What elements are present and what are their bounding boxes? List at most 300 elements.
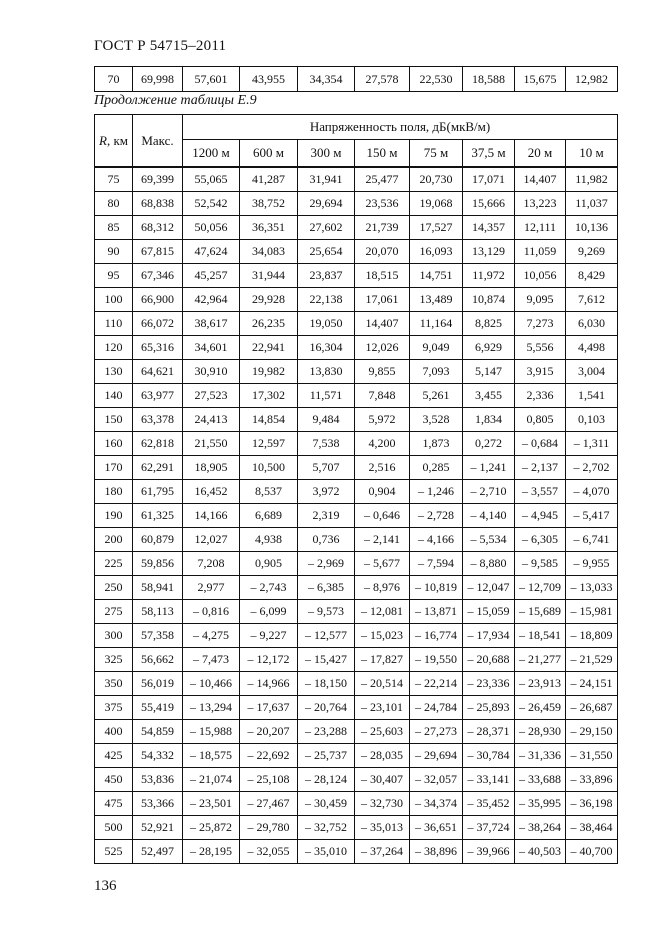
table-cell: – 38,464	[566, 816, 618, 840]
table-cell: 27,523	[183, 384, 240, 408]
table-cell: – 15,023	[355, 624, 410, 648]
table-cell: 27,602	[298, 216, 355, 240]
column-header-height: 10 м	[566, 140, 618, 168]
table-cell: 12,026	[355, 336, 410, 360]
table-cell: 16,452	[183, 480, 240, 504]
table-cell: – 29,150	[566, 720, 618, 744]
table-cell: 3,004	[566, 360, 618, 384]
table-cell: 43,955	[240, 67, 298, 92]
table-cell: 6,030	[566, 312, 618, 336]
table-cell: 12,597	[240, 432, 298, 456]
table-cell: – 25,737	[298, 744, 355, 768]
table-cell: 52,542	[183, 192, 240, 216]
table-cell: – 23,913	[515, 672, 566, 696]
table-cell: 29,694	[298, 192, 355, 216]
table-cell: 29,928	[240, 288, 298, 312]
table-cell: 56,019	[133, 672, 183, 696]
table-cell: 9,269	[566, 240, 618, 264]
table-cell: 34,083	[240, 240, 298, 264]
table-cell: 60,879	[133, 528, 183, 552]
table-row	[95, 840, 618, 864]
column-header-height: 600 м	[240, 140, 298, 168]
table-cell: 38,617	[183, 312, 240, 336]
table-cell: 375	[95, 696, 133, 720]
table-cell: 23,536	[355, 192, 410, 216]
table-cell: – 28,195	[183, 840, 240, 864]
table-cell: 34,601	[183, 336, 240, 360]
table-cell: – 25,603	[355, 720, 410, 744]
table-cell: – 24,784	[410, 696, 463, 720]
table-cell: 11,037	[566, 192, 618, 216]
table-cell: – 2,137	[515, 456, 566, 480]
table-cell: 0,805	[515, 408, 566, 432]
table-cell: 52,921	[133, 816, 183, 840]
table-cell: – 3,557	[515, 480, 566, 504]
table-cell: 19,982	[240, 360, 298, 384]
table-cell: 14,407	[515, 167, 566, 192]
table-cell: 140	[95, 384, 133, 408]
table-cell: 5,707	[298, 456, 355, 480]
table-cell: 6,929	[463, 336, 515, 360]
table-cell: – 29,694	[410, 744, 463, 768]
table-cell: 58,941	[133, 576, 183, 600]
table-cell: 14,854	[240, 408, 298, 432]
table-row	[95, 240, 618, 264]
table-cell: 56,662	[133, 648, 183, 672]
table-cell: 5,147	[463, 360, 515, 384]
column-header-max: Макс.	[133, 115, 183, 168]
table-cell: – 2,743	[240, 576, 298, 600]
table-cell: 130	[95, 360, 133, 384]
table-cell: – 35,010	[298, 840, 355, 864]
table-cell: 7,612	[566, 288, 618, 312]
column-group-header: Напряженность поля, дБ(мкВ/м)	[183, 115, 618, 140]
table-cell: 80	[95, 192, 133, 216]
table-cell: 30,910	[183, 360, 240, 384]
table-cell: – 5,534	[463, 528, 515, 552]
table-cell: 53,836	[133, 768, 183, 792]
table-cell: 7,273	[515, 312, 566, 336]
table-row	[95, 792, 618, 816]
table-cell: – 15,988	[183, 720, 240, 744]
table-cell: 16,304	[298, 336, 355, 360]
column-header-height: 75 м	[410, 140, 463, 168]
table-cell: – 18,575	[183, 744, 240, 768]
table-cell: 1,541	[566, 384, 618, 408]
table-cell: 3,455	[463, 384, 515, 408]
table-cell: 4,200	[355, 432, 410, 456]
table-cell: 27,578	[355, 67, 410, 92]
table-cell: 21,739	[355, 216, 410, 240]
table-cell: 3,972	[298, 480, 355, 504]
table-cell: – 15,427	[298, 648, 355, 672]
table-row	[95, 192, 618, 216]
table-cell: 13,830	[298, 360, 355, 384]
table-cell: 170	[95, 456, 133, 480]
table-cell: – 6,099	[240, 600, 298, 624]
table-cell: – 30,407	[355, 768, 410, 792]
table-cell: – 20,514	[355, 672, 410, 696]
column-header-height: 37,5 м	[463, 140, 515, 168]
table-cell: – 2,969	[298, 552, 355, 576]
table-cell: – 21,074	[183, 768, 240, 792]
table-cell: 61,325	[133, 504, 183, 528]
table-cell: 63,977	[133, 384, 183, 408]
table-cell: 90	[95, 240, 133, 264]
table-row	[95, 167, 618, 192]
table-cell: 22,138	[298, 288, 355, 312]
table-cell: – 38,264	[515, 816, 566, 840]
table-cell: 85	[95, 216, 133, 240]
table-cell: – 20,207	[240, 720, 298, 744]
table-cell: 66,900	[133, 288, 183, 312]
table-cell: – 35,995	[515, 792, 566, 816]
table-cell: 8,429	[566, 264, 618, 288]
table-cell: 3,915	[515, 360, 566, 384]
table-row	[95, 696, 618, 720]
table-cell: – 17,827	[355, 648, 410, 672]
table-cell: – 28,930	[515, 720, 566, 744]
table-cell: 17,071	[463, 167, 515, 192]
table-cell: 12,027	[183, 528, 240, 552]
table-cell: – 1,241	[463, 456, 515, 480]
table-caption: Продолжение таблицы Е.9	[94, 93, 257, 108]
table-cell: – 15,981	[566, 600, 618, 624]
table-cell: 69,399	[133, 167, 183, 192]
table-cell: – 36,198	[566, 792, 618, 816]
table-cell: 53,366	[133, 792, 183, 816]
table-cell: – 22,692	[240, 744, 298, 768]
table-cell: – 4,275	[183, 624, 240, 648]
table-row	[95, 480, 618, 504]
table-cell: 15,675	[515, 67, 566, 92]
table-cell: – 2,702	[566, 456, 618, 480]
table-cell: 22,530	[410, 67, 463, 92]
table-cell: 120	[95, 336, 133, 360]
table-cell: 10,056	[515, 264, 566, 288]
table-cell: – 21,277	[515, 648, 566, 672]
table-cell: 9,484	[298, 408, 355, 432]
table-cell: – 28,124	[298, 768, 355, 792]
table-cell: 200	[95, 528, 133, 552]
table-cell: – 10,819	[410, 576, 463, 600]
table-cell: – 10,466	[183, 672, 240, 696]
table-cell: – 29,780	[240, 816, 298, 840]
table-cell: 10,500	[240, 456, 298, 480]
table-cell: 62,818	[133, 432, 183, 456]
table-cell: – 9,573	[298, 600, 355, 624]
table-cell: 7,208	[183, 552, 240, 576]
table-cell: 55,419	[133, 696, 183, 720]
table-cell: 7,538	[298, 432, 355, 456]
table-cell: 18,588	[463, 67, 515, 92]
table-cell: 59,856	[133, 552, 183, 576]
table-cell: – 16,774	[410, 624, 463, 648]
table-cell: 61,795	[133, 480, 183, 504]
table-cell: 25,477	[355, 167, 410, 192]
table-cell: 15,666	[463, 192, 515, 216]
table-cell: 22,941	[240, 336, 298, 360]
table-cell: – 37,724	[463, 816, 515, 840]
table-cell: – 40,503	[515, 840, 566, 864]
table-cell: 7,848	[355, 384, 410, 408]
table-cell: – 34,374	[410, 792, 463, 816]
distance-symbol: R	[99, 132, 107, 148]
table-cell: – 23,288	[298, 720, 355, 744]
table-cell: – 18,541	[515, 624, 566, 648]
table-cell: 6,689	[240, 504, 298, 528]
table-cell: – 32,730	[355, 792, 410, 816]
table-row	[95, 288, 618, 312]
table-cell: – 28,035	[355, 744, 410, 768]
table-cell: 9,095	[515, 288, 566, 312]
table-row	[95, 744, 618, 768]
table-cell: – 0,646	[355, 504, 410, 528]
table-cell: – 4,945	[515, 504, 566, 528]
table-cell: 54,332	[133, 744, 183, 768]
table-cell: – 31,336	[515, 744, 566, 768]
table-cell: 64,621	[133, 360, 183, 384]
table-cell: 21,550	[183, 432, 240, 456]
table-cell: 11,982	[566, 167, 618, 192]
table-cell: 63,378	[133, 408, 183, 432]
table-cell: 11,059	[515, 240, 566, 264]
table-cell: – 40,700	[566, 840, 618, 864]
table-cell: – 23,501	[183, 792, 240, 816]
table-cell: 65,316	[133, 336, 183, 360]
table-cell: – 6,385	[298, 576, 355, 600]
table-cell: 11,164	[410, 312, 463, 336]
header-row-group	[95, 115, 618, 140]
table-cell: 67,346	[133, 264, 183, 288]
table-cell: – 35,452	[463, 792, 515, 816]
table-cell: – 19,550	[410, 648, 463, 672]
table-row	[95, 648, 618, 672]
table-cell: 350	[95, 672, 133, 696]
column-header-height: 150 м	[355, 140, 410, 168]
table-cell: 69,998	[133, 67, 183, 92]
table-body	[95, 167, 618, 864]
table-cell: 150	[95, 408, 133, 432]
table-cell: – 25,872	[183, 816, 240, 840]
table-row	[95, 216, 618, 240]
table-row	[95, 264, 618, 288]
table-cell: – 33,688	[515, 768, 566, 792]
table-row	[95, 576, 618, 600]
table-cell: 17,302	[240, 384, 298, 408]
table-cell: – 27,273	[410, 720, 463, 744]
table-cell: 525	[95, 840, 133, 864]
table-cell: 9,049	[410, 336, 463, 360]
table-cell: – 39,966	[463, 840, 515, 864]
table-cell: – 36,651	[410, 816, 463, 840]
table-cell: – 13,033	[566, 576, 618, 600]
table-row	[95, 720, 618, 744]
table-cell: 26,235	[240, 312, 298, 336]
table-cell: 425	[95, 744, 133, 768]
table-cell: – 7,473	[183, 648, 240, 672]
table-cell: 19,050	[298, 312, 355, 336]
table-cell: 300	[95, 624, 133, 648]
previous-table-row	[94, 66, 618, 92]
table-cell: 31,941	[298, 167, 355, 192]
table-cell: 45,257	[183, 264, 240, 288]
table-cell: 18,905	[183, 456, 240, 480]
table-cell: 50,056	[183, 216, 240, 240]
table-cell: 2,977	[183, 576, 240, 600]
table-cell: – 5,677	[355, 552, 410, 576]
table-cell: 0,904	[355, 480, 410, 504]
table-row	[95, 816, 618, 840]
table-cell: – 9,227	[240, 624, 298, 648]
column-header-height: 1200 м	[183, 140, 240, 168]
table-cell: 58,113	[133, 600, 183, 624]
table-cell: – 13,294	[183, 696, 240, 720]
table-row	[95, 528, 618, 552]
table-cell: – 6,305	[515, 528, 566, 552]
table-cell: 34,354	[298, 67, 355, 92]
table-cell: – 9,585	[515, 552, 566, 576]
table-cell: 68,312	[133, 216, 183, 240]
table-cell: – 20,688	[463, 648, 515, 672]
table-cell: 110	[95, 312, 133, 336]
table-cell: – 4,166	[410, 528, 463, 552]
table-cell: – 6,741	[566, 528, 618, 552]
table-cell: 12,982	[566, 67, 618, 92]
table-cell: – 4,140	[463, 504, 515, 528]
table-cell: – 27,467	[240, 792, 298, 816]
table-cell: – 30,784	[463, 744, 515, 768]
table-cell: 16,093	[410, 240, 463, 264]
table-cell: 1,873	[410, 432, 463, 456]
table-cell: – 2,710	[463, 480, 515, 504]
table-cell: – 32,752	[298, 816, 355, 840]
field-strength-table	[94, 114, 618, 864]
table-cell: – 25,893	[463, 696, 515, 720]
table-cell: 54,859	[133, 720, 183, 744]
table-cell: 325	[95, 648, 133, 672]
table-cell: 23,837	[298, 264, 355, 288]
table-cell: 2,319	[298, 504, 355, 528]
table-cell: 13,489	[410, 288, 463, 312]
table-row	[95, 504, 618, 528]
table-cell: 47,624	[183, 240, 240, 264]
distance-unit: , км	[106, 132, 128, 148]
table-cell: 0,272	[463, 432, 515, 456]
table-cell: – 1,246	[410, 480, 463, 504]
table-row	[95, 312, 618, 336]
table-cell: 160	[95, 432, 133, 456]
table-cell: 1,834	[463, 408, 515, 432]
table-cell: 67,815	[133, 240, 183, 264]
table-cell: 17,061	[355, 288, 410, 312]
table-cell: 500	[95, 816, 133, 840]
table-cell: 31,944	[240, 264, 298, 288]
table-row	[95, 432, 618, 456]
table-cell: – 5,417	[566, 504, 618, 528]
table-cell: – 28,371	[463, 720, 515, 744]
table-cell: 20,070	[355, 240, 410, 264]
table-row	[95, 624, 618, 648]
table-cell: 3,528	[410, 408, 463, 432]
table-cell: 20,730	[410, 167, 463, 192]
table-cell: 250	[95, 576, 133, 600]
table-cell: 36,351	[240, 216, 298, 240]
table-row	[95, 600, 618, 624]
table-cell: – 9,955	[566, 552, 618, 576]
table-cell: 10,136	[566, 216, 618, 240]
table-cell: 11,972	[463, 264, 515, 288]
table-cell: – 37,264	[355, 840, 410, 864]
table-cell: 38,752	[240, 192, 298, 216]
table-cell: 42,964	[183, 288, 240, 312]
table-cell: – 33,896	[566, 768, 618, 792]
table-cell: 0,103	[566, 408, 618, 432]
table-cell: 66,072	[133, 312, 183, 336]
table-cell: – 18,809	[566, 624, 618, 648]
column-header-height: 20 м	[515, 140, 566, 168]
table-cell: – 38,896	[410, 840, 463, 864]
table-cell: – 18,150	[298, 672, 355, 696]
table-cell: 5,972	[355, 408, 410, 432]
table-cell: – 35,013	[355, 816, 410, 840]
table-cell: 14,751	[410, 264, 463, 288]
table-cell: 52,497	[133, 840, 183, 864]
table-cell: 13,223	[515, 192, 566, 216]
table-cell: 18,515	[355, 264, 410, 288]
table-cell: 8,537	[240, 480, 298, 504]
table-cell: – 12,081	[355, 600, 410, 624]
table-cell: – 32,055	[240, 840, 298, 864]
page-number: 136	[94, 878, 117, 894]
table-cell: – 22,214	[410, 672, 463, 696]
table-row	[95, 456, 618, 480]
table-cell: 14,357	[463, 216, 515, 240]
table-cell: – 15,689	[515, 600, 566, 624]
table-cell: 19,068	[410, 192, 463, 216]
table-cell: – 8,880	[463, 552, 515, 576]
table-row	[95, 67, 618, 92]
table-cell: – 26,459	[515, 696, 566, 720]
table-cell: – 2,141	[355, 528, 410, 552]
table-cell: 7,093	[410, 360, 463, 384]
table-cell: 14,407	[355, 312, 410, 336]
table-cell: 0,736	[298, 528, 355, 552]
table-cell: 475	[95, 792, 133, 816]
table-cell: 5,261	[410, 384, 463, 408]
table-cell: – 1,311	[566, 432, 618, 456]
table-cell: – 12,172	[240, 648, 298, 672]
table-cell: 12,111	[515, 216, 566, 240]
table-cell: – 8,976	[355, 576, 410, 600]
table-cell: – 13,871	[410, 600, 463, 624]
table-row	[95, 408, 618, 432]
table-cell: – 4,070	[566, 480, 618, 504]
table-cell: – 12,047	[463, 576, 515, 600]
table-cell: – 12,577	[298, 624, 355, 648]
table-cell: 62,291	[133, 456, 183, 480]
table-cell: – 7,594	[410, 552, 463, 576]
table-cell: 75	[95, 167, 133, 192]
table-cell: 8,825	[463, 312, 515, 336]
table-cell: – 21,529	[566, 648, 618, 672]
table-cell: 180	[95, 480, 133, 504]
table-cell: 14,166	[183, 504, 240, 528]
table-cell: 2,516	[355, 456, 410, 480]
table-cell: – 2,728	[410, 504, 463, 528]
table-cell: 400	[95, 720, 133, 744]
table-cell: 9,855	[355, 360, 410, 384]
